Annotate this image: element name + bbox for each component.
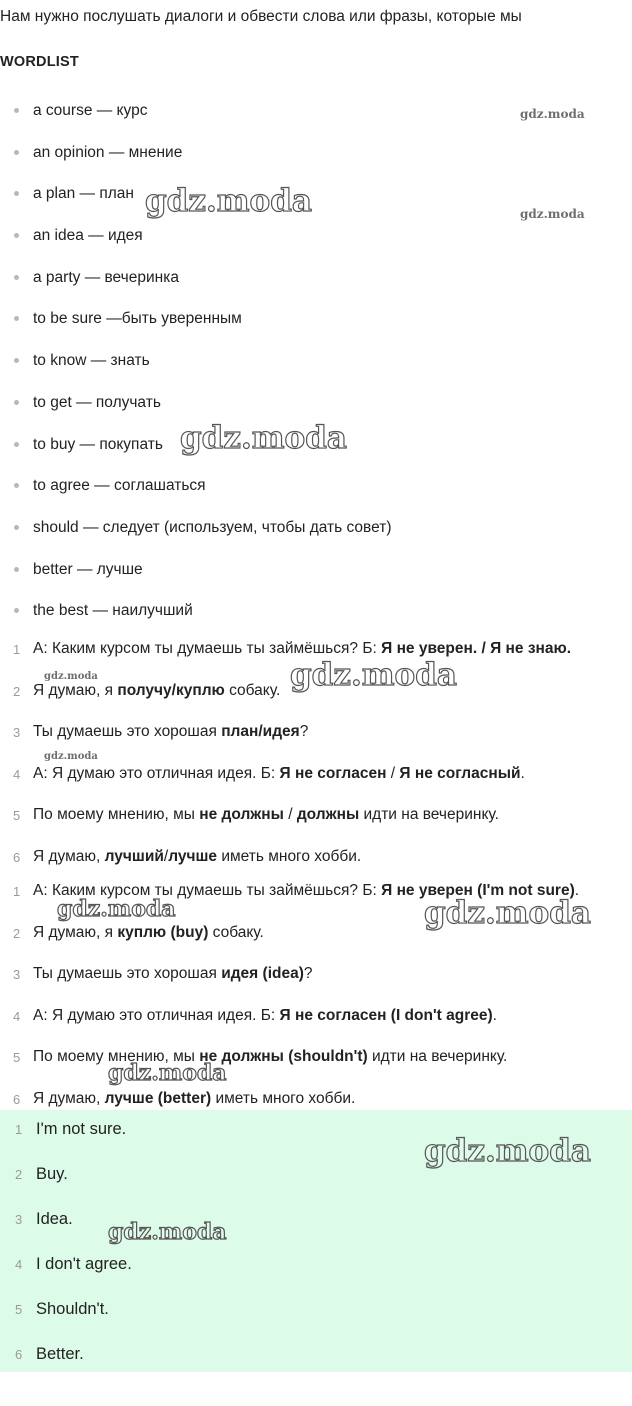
watermark-logo: gdz.moda	[44, 671, 98, 682]
item-text: Ты думаешь это хорошая идея (idea)?	[33, 965, 313, 983]
watermark-logo: gdz.moda	[424, 1133, 591, 1169]
watermark-logo: gdz.moda	[44, 751, 98, 762]
wordlist-item	[0, 298, 632, 340]
item-number: 5	[13, 1050, 21, 1066]
watermark-logo: gdz.moda	[145, 183, 312, 219]
dialogue-item	[0, 1042, 632, 1084]
item-number: 5	[13, 808, 21, 824]
dialogue-item	[0, 759, 632, 801]
item-text: Idea.	[36, 1210, 73, 1228]
item-text: Я думаю, лучше (better) иметь много хобби.	[33, 1089, 356, 1107]
watermark-logo: gdz.moda	[424, 895, 591, 931]
watermark-logo: gdz.moda	[108, 1219, 227, 1245]
wordlist-item	[0, 132, 632, 174]
wordlist-item-text: the best — наилучший	[33, 602, 193, 620]
item-number: 1	[15, 1122, 23, 1137]
item-number: 2	[13, 683, 21, 699]
item-text: Buy.	[36, 1165, 68, 1183]
bullet-icon	[14, 483, 19, 488]
item-text: Я думаю, я куплю (buy) собаку.	[33, 923, 264, 941]
bullet-icon	[14, 525, 19, 530]
item-text: Я думаю, лучший/лучше иметь много хобби.	[33, 847, 362, 865]
answer-item	[0, 1343, 632, 1388]
wordlist	[0, 90, 632, 632]
item-number: 1	[13, 642, 21, 657]
item-number: 3	[13, 725, 21, 741]
bullet-icon	[14, 275, 19, 280]
bullet-icon	[14, 150, 19, 155]
wordlist-item	[0, 215, 632, 257]
watermark-logo: gdz.moda	[290, 657, 457, 693]
wordlist-item	[0, 257, 632, 299]
watermark-logo: gdz.moda	[520, 107, 585, 121]
item-number: 3	[15, 1212, 23, 1227]
item-number: 4	[15, 1257, 23, 1272]
wordlist-item-text: better — лучше	[33, 560, 143, 578]
dialogue-item	[0, 959, 632, 1001]
item-text: По моему мнению, мы не должны (shouldn't) идти на вечеринку.	[33, 1048, 508, 1066]
dialogue-item	[0, 800, 632, 842]
wordlist-item-text: should — следует (используем, чтобы дать совет)	[33, 518, 392, 536]
wordlist-item-text: to get — получать	[33, 393, 161, 411]
item-text: А: Я думаю это отличная идея. Б: Я не согласен (I don't agree).	[33, 1006, 497, 1024]
watermark-logo: gdz.moda	[520, 207, 585, 221]
wordlist-item	[0, 590, 632, 632]
item-number: 5	[15, 1302, 23, 1317]
bullet-icon	[14, 233, 19, 238]
wordlist-item	[0, 507, 632, 549]
bullet-icon	[14, 567, 19, 572]
bullet-icon	[14, 442, 19, 447]
item-text: А: Каким курсом ты думаешь ты займёшься? Б: Я не уверен. / Я не знаю.	[33, 640, 572, 657]
item-number: 6	[13, 1091, 21, 1107]
item-number: 6	[13, 849, 21, 865]
item-text: По моему мнению, мы не должны / должны идти на вечеринку.	[33, 806, 499, 824]
wordlist-item-text: a course — курс	[33, 102, 148, 119]
answer-item	[0, 1253, 632, 1298]
bullet-icon	[14, 400, 19, 405]
bullet-icon	[14, 316, 19, 321]
wordlist-item-text: to agree — соглашаться	[33, 477, 206, 495]
wordlist-item	[0, 382, 632, 424]
wordlist-item	[0, 465, 632, 507]
answer-item	[0, 1298, 632, 1343]
wordlist-item-text: to be sure —быть уверенным	[33, 310, 242, 328]
watermark-logo: gdz.moda	[180, 420, 347, 456]
item-text: I'm not sure.	[36, 1120, 127, 1138]
wordlist-item	[0, 549, 632, 591]
intro-text: Нам нужно послушать диалоги и обвести слова или фразы, которые мы	[0, 8, 522, 25]
wordlist-item-text: an idea — идея	[33, 227, 143, 245]
watermark-logo: gdz.moda	[108, 1060, 227, 1086]
answer-item	[0, 1208, 632, 1253]
item-number: 4	[13, 766, 21, 782]
bullet-icon	[14, 358, 19, 363]
item-number: 6	[15, 1347, 23, 1362]
item-number: 3	[13, 967, 21, 983]
watermark-logo: gdz.moda	[57, 896, 176, 922]
wordlist-heading: WORDLIST	[0, 54, 79, 70]
wordlist-item-text: an opinion — мнение	[33, 143, 183, 161]
item-text: Я думаю, я получу/куплю собаку.	[33, 681, 281, 699]
wordlist-item	[0, 340, 632, 382]
item-number: 2	[13, 925, 21, 941]
answer-item	[0, 1163, 632, 1208]
item-text: А: Каким курсом ты думаешь ты займёшься? Б: Я не уверен (I'm not sure).	[33, 882, 580, 899]
wordlist-item-text: to know — знать	[33, 352, 150, 370]
item-text: I don't agree.	[36, 1255, 132, 1273]
dialogue-item	[0, 1001, 632, 1043]
item-text: Ты думаешь это хорошая план/идея?	[33, 723, 309, 741]
bullet-icon	[14, 191, 19, 196]
wordlist-item-text: a party — вечеринка	[33, 268, 179, 286]
item-text: А: Я думаю это отличная идея. Б: Я не согласен / Я не согласный.	[33, 764, 525, 782]
item-text: Better.	[36, 1345, 84, 1363]
item-number: 2	[15, 1167, 23, 1182]
item-number: 4	[13, 1008, 21, 1024]
wordlist-item-text: a plan — план	[33, 185, 134, 203]
bullet-icon	[14, 608, 19, 613]
wordlist-item-text: to buy — покупать	[33, 435, 163, 453]
bullet-icon	[14, 108, 19, 113]
item-text: Shouldn't.	[36, 1300, 109, 1318]
item-number: 1	[13, 884, 21, 899]
